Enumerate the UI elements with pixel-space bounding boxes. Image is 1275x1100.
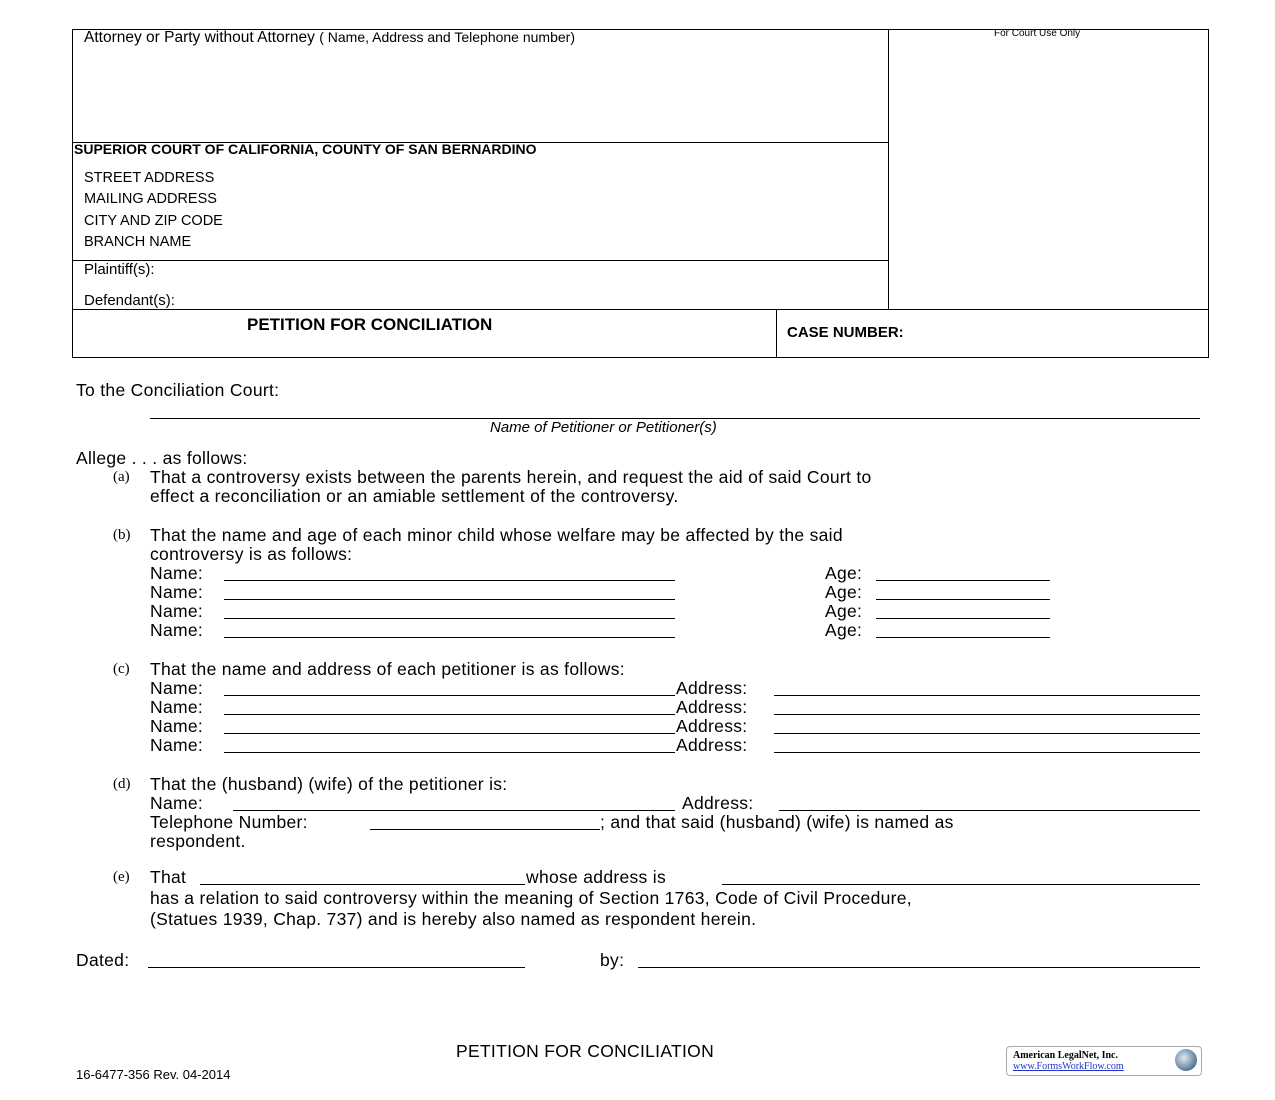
- item-c-text: That the name and address of each petitioner is as follows:: [150, 659, 625, 679]
- name-label: Name:: [150, 582, 204, 602]
- defendant-label: Defendant(s):: [84, 292, 175, 309]
- spouse-phone-field[interactable]: [370, 829, 600, 830]
- item-d-text: respondent.: [150, 831, 246, 851]
- to-court-label: To the Conciliation Court:: [76, 380, 280, 400]
- case-number-label: CASE NUMBER:: [787, 324, 904, 341]
- name-label: Name:: [150, 735, 204, 755]
- mailing-address-label: MAILING ADDRESS: [84, 191, 217, 207]
- divider: [888, 29, 889, 309]
- name-label: Name:: [150, 563, 204, 583]
- logo-company: American LegalNet, Inc.: [1013, 1050, 1118, 1061]
- plaintiff-label: Plaintiff(s):: [84, 261, 155, 278]
- respondent-address-field[interactable]: [722, 884, 1200, 885]
- footer-title: PETITION FOR CONCILIATION: [456, 1041, 715, 1061]
- child-age-field[interactable]: [876, 637, 1050, 638]
- child-name-field[interactable]: [224, 618, 675, 619]
- address-label: Address:: [676, 697, 748, 717]
- dated-label: Dated:: [76, 950, 130, 970]
- child-age-field[interactable]: [876, 618, 1050, 619]
- logo-url-link[interactable]: www.FormsWorkFlow.com: [1013, 1061, 1124, 1072]
- address-label: Address:: [676, 735, 748, 755]
- branch-name-label: BRANCH NAME: [84, 234, 192, 250]
- item-d-text: That the (husband) (wife) of the petitioner is:: [150, 774, 508, 794]
- item-letter: (b): [113, 527, 131, 543]
- petitioner-name-field[interactable]: [224, 752, 675, 753]
- item-e-text: That: [150, 867, 187, 887]
- item-e-text: has a relation to said controversy within the meaning of Section 1763, Code of Civil Procedure,: [150, 888, 912, 908]
- child-name-field[interactable]: [224, 599, 675, 600]
- name-label: Name:: [150, 697, 204, 717]
- item-a-text: effect a reconciliation or an amiable settlement of the controversy.: [150, 486, 679, 506]
- american-legalnet-logo[interactable]: [1006, 1046, 1202, 1076]
- divider: [776, 309, 777, 357]
- respondent-name-field[interactable]: [200, 884, 525, 885]
- attorney-label: Attorney or Party without Attorney ( Name, Address and Telephone number): [84, 29, 575, 46]
- name-label: Name:: [150, 601, 204, 621]
- item-a-text: That a controversy exists between the parents herein, and request the aid of said Court to: [150, 467, 872, 487]
- child-name-field[interactable]: [224, 637, 675, 638]
- age-label: Age:: [825, 582, 863, 602]
- divider: [72, 309, 1208, 310]
- court-use-label: For Court Use Only: [994, 28, 1081, 39]
- item-letter: (a): [113, 469, 130, 485]
- name-label: Name:: [150, 620, 204, 640]
- allege-label: Allege . . . as follows:: [76, 448, 248, 468]
- petitioner-address-field[interactable]: [774, 714, 1200, 715]
- item-letter: (e): [113, 869, 130, 885]
- petitioner-address-field[interactable]: [774, 695, 1200, 696]
- petitioner-name-field[interactable]: [224, 695, 675, 696]
- name-label: Name:: [150, 716, 204, 736]
- item-e-text: (Statues 1939, Chap. 737) and is hereby also named as respondent herein.: [150, 909, 757, 929]
- age-label: Age:: [825, 620, 863, 640]
- age-label: Age:: [825, 601, 863, 621]
- item-e-text: whose address is: [526, 867, 667, 887]
- item-b-text: That the name and age of each minor child whose welfare may be affected by the said: [150, 525, 843, 545]
- court-name: SUPERIOR COURT OF CALIFORNIA, COUNTY OF SAN BERNARDINO: [74, 141, 537, 157]
- dated-field[interactable]: [148, 967, 525, 968]
- signature-field[interactable]: [638, 967, 1200, 968]
- spouse-name-field[interactable]: [233, 810, 675, 811]
- child-age-field[interactable]: [876, 599, 1050, 600]
- spouse-address-field[interactable]: [779, 810, 1200, 811]
- street-address-label: STREET ADDRESS: [84, 170, 215, 186]
- child-age-field[interactable]: [876, 580, 1050, 581]
- city-zip-label: CITY AND ZIP CODE: [84, 213, 223, 229]
- globe-icon: [1175, 1049, 1197, 1071]
- petitioner-name-field[interactable]: [224, 714, 675, 715]
- telephone-label: Telephone Number:: [150, 812, 308, 832]
- address-label: Address:: [682, 793, 754, 813]
- petitioner-address-field[interactable]: [774, 733, 1200, 734]
- form-number: 16-6477-356 Rev. 04-2014: [76, 1067, 231, 1082]
- by-label: by:: [600, 950, 625, 970]
- name-label: Name:: [150, 793, 204, 813]
- item-b-text: controversy is as follows:: [150, 544, 353, 564]
- child-name-field[interactable]: [224, 580, 675, 581]
- address-label: Address:: [676, 716, 748, 736]
- address-label: Address:: [676, 678, 748, 698]
- petitioner-name-field[interactable]: [224, 733, 675, 734]
- form-title: PETITION FOR CONCILIATION: [247, 315, 493, 334]
- name-label: Name:: [150, 678, 204, 698]
- item-letter: (c): [113, 661, 130, 677]
- divider: [72, 260, 888, 261]
- age-label: Age:: [825, 563, 863, 583]
- petitioner-address-field[interactable]: [774, 752, 1200, 753]
- petitioner-caption: Name of Petitioner or Petitioner(s): [490, 419, 717, 436]
- item-d-text: ; and that said (husband) (wife) is named as: [600, 812, 954, 832]
- item-letter: (d): [113, 776, 131, 792]
